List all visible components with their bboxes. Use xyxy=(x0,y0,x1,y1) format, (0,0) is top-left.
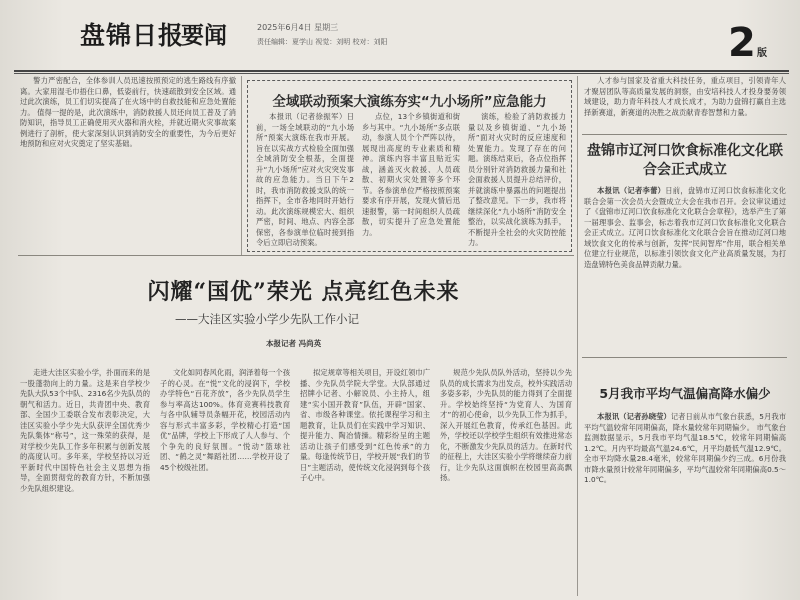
column-divider xyxy=(577,76,578,596)
side-article-byline: 本报讯（记者孙晓莹） xyxy=(597,412,671,421)
article-text: 本报讯（记者徐振军）日前，一场全域联动的“九小场所”预案大演练在我市开展。旨在以实战方式检验全面加强全域消防安全根基，全面提升“九小场所”应对火灾突发事故的应急能力。当日下午2时，我市消防救援支队的统一指挥下，全市各地同时开始行动。此次演练规模宏大、组织严密，时间、地点、内容全部保密，各参演单位临时接到指令后立即启动预案。 xyxy=(256,112,354,246)
boxed-article-headline: 全域联动预案大演练夯实“九小场所”应急能力 xyxy=(272,94,547,110)
masthead xyxy=(0,0,800,75)
feature-column-2 xyxy=(160,368,290,598)
boxed-article-column-1 xyxy=(256,112,354,246)
side-article-body xyxy=(584,412,786,598)
masthead-rule-thin xyxy=(14,73,789,74)
section-divider xyxy=(582,134,787,135)
feature-byline: 本报记者 冯尚英 xyxy=(266,339,322,348)
section-title: 要闻 xyxy=(181,23,227,49)
side-article-headline: 盘锦市辽河口饮食标准化文化联合会正式成立 xyxy=(587,143,783,178)
article-text: 演练，检验了消防救援力量以及乡镇街道、“九小场所”面对火灾时的反应速度和处置能力。发现了存在的问题。演练结束后，各点位指挥员分别针对消防救援力量和社会面救援人员提升总结评价，并就演练中暴露出的问题提出了整改意见。下一步，我市将继续深化“九小场所”消防安全整治，以实战化演练为抓手，不断提升全社会的火灾防控能力。 xyxy=(468,112,566,246)
side-article-body xyxy=(584,186,786,352)
side-article-byline: 本报讯（记者李蕾） xyxy=(597,186,666,195)
feature-column-4 xyxy=(440,368,572,598)
editor-credits: 责任编辑：夏学山 视觉：刘明 校对：刘阳 xyxy=(257,38,388,46)
boxed-article-column-2 xyxy=(362,112,460,246)
feature-headline: 闪耀“国优”荣光 点亮红色未来 xyxy=(147,279,460,305)
feature-column-3 xyxy=(300,368,430,598)
column-divider xyxy=(241,76,242,256)
article-continuation-right xyxy=(584,76,786,131)
feature-column-1 xyxy=(20,368,150,598)
article-text: 记者日前从市气象台获悉，5月我市平均气温较常年同期偏高，降水量较常年同期偏少。 市气象台监测数据显示，5月我市平均气温18.5℃，较常年同期偏高1.2℃。月内平均最高气温24.6℃，月平均最低气温12.9℃。全市平均降水量28.4毫米，较常年同期偏少约三成。6月份我市降水量预计较常年同期偏多，平均气温较常年同期偏高0.5～1.0℃。 xyxy=(584,412,786,484)
page-number-suffix: 版 xyxy=(757,48,767,59)
newspaper-logo: 盘锦日报 xyxy=(80,21,185,50)
article-text: 人才参与国家及省重大科技任务，重点项目，引领青年人才聚居团队等高质量发展的洞察，由安培科技人才投身要务领域建设，助力青年科技人才成长成才，为助力盘锦打赢自主选择新赛道，新赛道的决胜之战贡献青春智慧和力量。 xyxy=(584,76,786,117)
boxed-article-column-3 xyxy=(468,112,566,246)
issue-date: 2025年6月4日 星期三 xyxy=(257,23,339,32)
article-text: 文化如同春风化雨，润泽着每一个孩子的心灵。在“悦”文化的浸润下，学校办学特色“百花齐放”，各少先队员学生参与率高达100%。体育竞赛科技教育与各中队辅导员条幅开花，校园活动内容与形式丰富多彩，学校精心打造“国优”品牌，学校上下形成了人人参与、个个争先的良好氛围。“悦动”篮球社团、“鹤之灵”舞蹈社团……学校开设了45个校级社团。 xyxy=(160,368,290,472)
masthead-rule xyxy=(14,70,789,72)
article-text: 拟定规章等相关项目，开设红领巾广播、少先队员学院大学堂。大队部通过招牌小记者、小解说员、小主持人，组建“实小国开教育”队伍，开辟“国家、省、市级各种课堂。依托课程学习和主题教育，让队员们在实践中学习知识、提升能力、陶冶情操。精彩纷呈的主题活动让孩子们感受到“红色传承”的力量。每逢传统节日，学校开展“我们的节日”主题活动，使传统文化浸润到每个孩子心中。 xyxy=(300,368,430,482)
article-text: 规范少先队员队外活动，坚持以少先队员的成长需求为出发点，校外实践活动多姿多彩，少先队员的能力得到了全面提升。学校始终坚持“为党育人、为国育才”的初心使命，以少先队工作为抓手，深入开展红色教育，传承红色基因。此外，学校还以学校学生组织有效推进常态化，不断激发少先队员的活力。在新时代的征程上，大洼区实验小学将继续奋力前行，让少先队这面旗帜在校园里高高飘扬。 xyxy=(440,368,572,482)
page-number: 2 xyxy=(728,20,756,66)
article-text: 警力严密配合，全体参训人员迅速按照预定的逃生路线有序撤离。大家用湿毛巾捂住口鼻，低姿前行，快速疏散到安全区域。通过此次演练，员工们切实提高了在火场中的自救技能和应急处置能力。 值得一提的是，此次演练中，消防救援人员还向员工普及了消防知识，指导员工正确使用灭火器和消火栓，并就近期火灾事故案例进行了剖析，使大家深刻认识到消防安全的重要性，为今后更好地预防和应对火灾奠定了坚实基础。 xyxy=(20,76,236,148)
section-divider xyxy=(18,255,574,256)
article-continuation xyxy=(20,76,236,252)
article-text: 点位，13个乡镇街道和街乡与其中。“九小场所”多点联动，参演人员个个严阵以待，展现出高度的专业素质和精神。演练内容丰富且贴近实战，涵盖灭火救援、人员疏散、初期火灾处置等多个环节。各参演单位严格按照预案要求有序开展，发现火情后迅速报警，第一时间组织人员疏散，切实提升了应急处置能力。 xyxy=(362,112,460,237)
article-text: 走进大洼区实验小学，扑面而来的是一股蓬勃向上的力量。这是来自学校少先队大队53个中队、2316名少先队员的朝气和活力。近日，共青团中央、教育部、全国少工委联合发布表彰决定，大洼区实验小学少先大队获评全国优秀少先队集体“称号”，这一殊荣的获得，是对学校少先队工作多年积累与创新发展的高度认可。多年来，学校坚持以习近平新时代中国特色社会主义思想为指导，全面贯彻党的教育方针，不断加强少先队组织建设。 xyxy=(20,368,150,493)
article-text: 日前，盘锦市辽河口饮食标准化文化联合会第一次会员大会暨成立大会在我市召开。会议审议通过了《盘锦市辽河口饮食标准化文化联合会章程》，选举产生了第一届理事会、监事会，标志着我市辽河口饮食标准化文化联合会正式成立。辽河口饮食标准化文化联合会旨在推动辽河口地域饮食文化的传承与创新，发挥“民间智库”作用，联合相关单位建立行业规范，以标准引领饮食文化产业高质量发展，为打造盘锦特色美食品牌贡献力量。 xyxy=(584,186,786,269)
section-divider xyxy=(582,357,787,358)
feature-subheadline: ——大洼区实验小学少先队工作小记 xyxy=(175,312,359,326)
side-article-headline: 5月我市平均气温偏高降水偏少 xyxy=(599,386,771,401)
